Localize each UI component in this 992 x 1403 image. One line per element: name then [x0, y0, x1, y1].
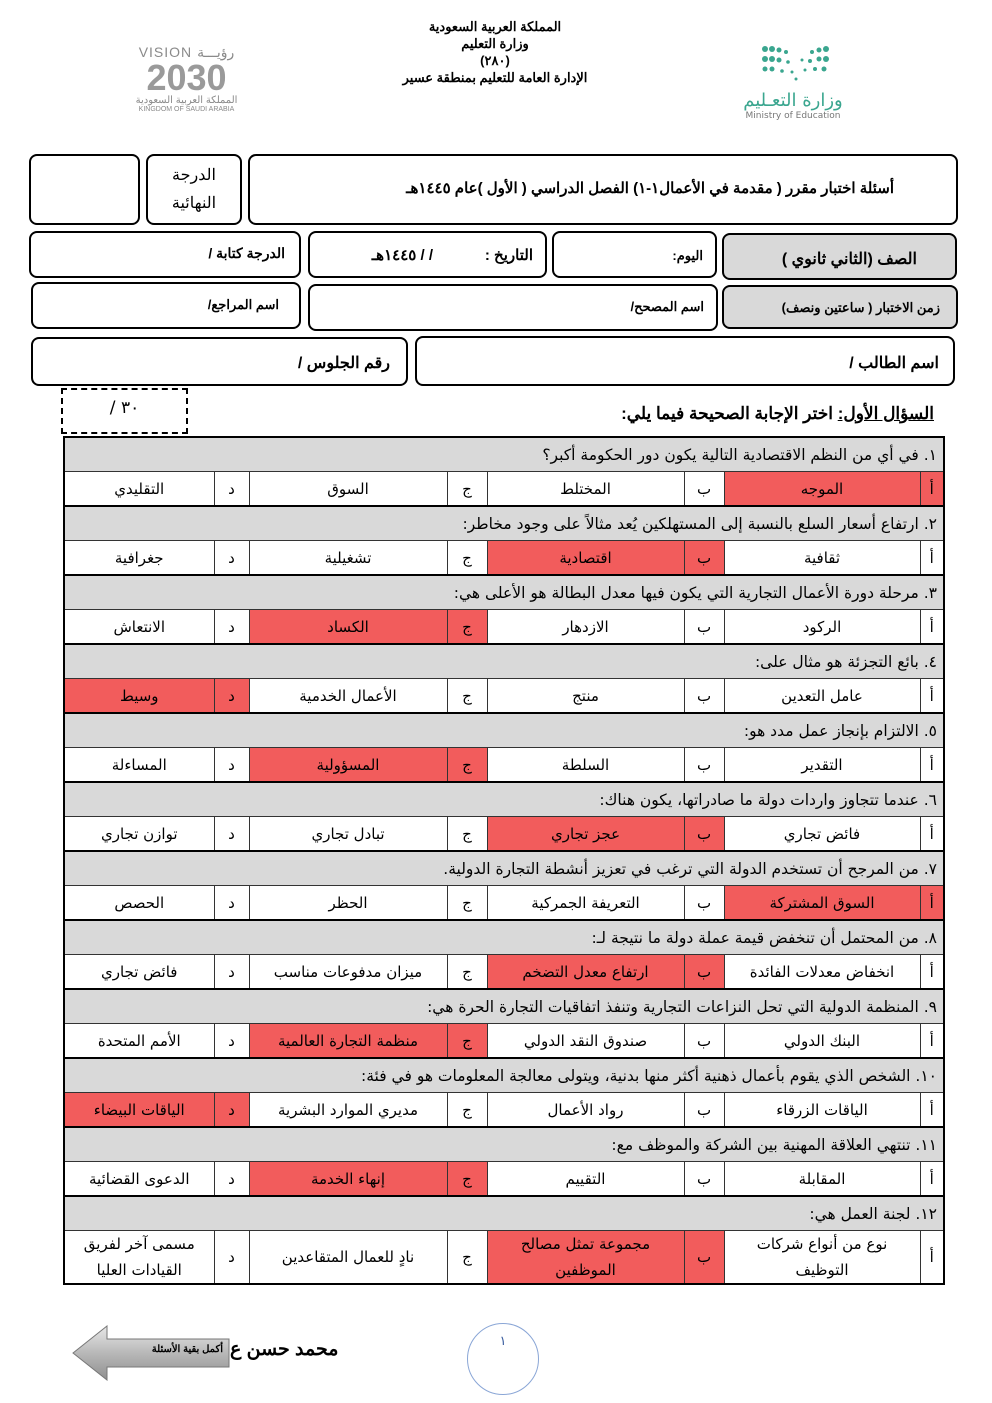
option-letter[interactable]: ب — [684, 955, 724, 990]
option-letter[interactable]: ج — [447, 955, 487, 990]
vision-2030-number: 2030 — [146, 57, 227, 98]
option-correct[interactable]: المسؤولية — [249, 748, 447, 783]
section-title: السؤال الأول: اختر الإجابة الصحيحة فيما يلي: — [621, 404, 934, 423]
option[interactable]: نوع من أنواع شركات التوظيف — [724, 1231, 920, 1285]
dots-pattern-icon — [760, 44, 830, 84]
question-text: ٩. المنظمة الدولية التي تحل النزاعات التجارية وتنفذ اتفاقيات التجارة الحرة هي: — [64, 989, 944, 1024]
option-letter[interactable]: ج — [447, 1162, 487, 1197]
option[interactable]: التعريفة الجمركية — [487, 886, 684, 921]
option[interactable]: الأمم المتحدة — [64, 1024, 214, 1059]
option[interactable]: المقابلة — [724, 1162, 920, 1197]
option-correct[interactable]: الموجه — [724, 472, 920, 507]
question-text: ٤. بائع التجزئة هو مثال على: — [64, 644, 944, 679]
exam-title: أسئلة اختبار مقرر ( مقدمة في الأعمال١-١) الفصل الدراسي ( الأول )عام ١٤٤٥هـ — [406, 180, 894, 197]
header-line-ministry: وزارة التعليم — [461, 36, 529, 51]
question-row — [64, 1127, 944, 1162]
option-letter[interactable]: ب — [684, 886, 724, 921]
option-letter[interactable]: ب — [684, 679, 724, 714]
options-row — [64, 955, 944, 990]
option[interactable]: التقليدي — [64, 472, 214, 507]
option[interactable]: انخفاض معدلات الفائدة — [724, 955, 920, 990]
question-row — [64, 1196, 944, 1231]
option-letter[interactable]: ب — [684, 610, 724, 645]
reviewer-box[interactable]: اسم المراجع/ — [31, 282, 301, 329]
next-page-arrow-button[interactable] — [71, 1325, 231, 1381]
option[interactable]: عامل التعدين — [724, 679, 920, 714]
option-letter[interactable]: ج — [447, 886, 487, 921]
option-correct[interactable]: إنهاء الخدمة — [249, 1162, 447, 1197]
question-text: ١٢. لجنة العمل هي: — [64, 1196, 944, 1231]
option-letter[interactable]: أ — [920, 886, 944, 921]
corrector-box[interactable]: اسم المصحح/ — [308, 284, 718, 331]
teacher-signature: محمد حسن ع — [230, 1339, 339, 1360]
option-letter[interactable]: د — [214, 817, 249, 852]
ministry-of-education-logo: وزارة التعـليم Ministry of Education — [738, 44, 848, 139]
questions-table — [63, 436, 945, 1285]
option-correct[interactable]: منظمة التجارة العالمية — [249, 1024, 447, 1059]
question-text: ٥. الالتزام بإنجاز عمل مدد هو: — [64, 713, 944, 748]
option-letter[interactable]: د — [214, 955, 249, 990]
option[interactable]: جغرافية — [64, 541, 214, 576]
option[interactable]: تشغيلية — [249, 541, 447, 576]
option-letter[interactable]: د — [214, 541, 249, 576]
option-letter[interactable]: ب — [684, 1024, 724, 1059]
option-correct[interactable]: اقتصادية — [487, 541, 684, 576]
option-letter[interactable]: ج — [447, 472, 487, 507]
option[interactable]: نادٍ للعمال المتقاعدين — [249, 1231, 447, 1285]
question-text: ٦. عندما تتجاوز واردات دولة ما صادراتها، يكون هناك: — [64, 782, 944, 817]
question-text: ١١. تنتهي العلاقة المهنية بين الشركة والموظف مع: — [64, 1127, 944, 1162]
option-letter[interactable]: ج — [447, 1093, 487, 1128]
header-text — [330, 18, 660, 86]
option[interactable]: التقييم — [487, 1162, 684, 1197]
option-correct[interactable]: السوق المشتركة — [724, 886, 920, 921]
options-row — [64, 1231, 944, 1285]
option-correct[interactable]: عجز تجاري — [487, 817, 684, 852]
seat-number-box[interactable]: رقم الجلوس / — [31, 337, 408, 386]
option[interactable]: رواد الأعمال — [487, 1093, 684, 1128]
option-letter[interactable]: ج — [447, 1231, 487, 1285]
option[interactable]: توازن تجاري — [64, 817, 214, 852]
option[interactable]: المساءلة — [64, 748, 214, 783]
option-letter[interactable]: د — [214, 1024, 249, 1059]
exam-title-box — [248, 154, 958, 225]
option-letter[interactable]: د — [214, 886, 249, 921]
final-grade-label-box: الدرجة النهائية — [146, 154, 242, 225]
option[interactable]: الانتعاش — [64, 610, 214, 645]
option[interactable]: الياقات الزرقاء — [724, 1093, 920, 1128]
blank-grade-box[interactable] — [29, 154, 140, 225]
option-letter[interactable]: أ — [920, 955, 944, 990]
option[interactable]: السوق — [249, 472, 447, 507]
date-box[interactable]: التاريخ : / / ١٤٤٥هـ — [308, 231, 547, 278]
student-name-box[interactable]: اسم الطالب / — [415, 336, 955, 386]
option-letter[interactable]: د — [214, 610, 249, 645]
option[interactable]: المختلط — [487, 472, 684, 507]
question-row — [64, 1058, 944, 1093]
option-letter[interactable]: د — [214, 1093, 249, 1128]
header-line-directorate: الإدارة العامة للتعليم بمنطقة عسير — [402, 70, 588, 85]
option[interactable]: البنك الدولي — [724, 1024, 920, 1059]
option-letter[interactable]: د — [214, 1231, 249, 1285]
question-row — [64, 851, 944, 886]
question-row — [64, 506, 944, 541]
question-row — [64, 644, 944, 679]
option-letter[interactable]: د — [214, 472, 249, 507]
option-letter[interactable]: أ — [920, 1231, 944, 1285]
next-page-label: أكمل بقية الأسئلة — [151, 1344, 223, 1355]
option[interactable]: التقدير — [724, 748, 920, 783]
option[interactable]: ميزان مدفوعات مناسب — [249, 955, 447, 990]
options-row — [64, 472, 944, 507]
option-letter[interactable]: ب — [684, 748, 724, 783]
option-correct[interactable]: وسيط — [64, 679, 214, 714]
question-row — [64, 437, 944, 472]
option-letter[interactable]: ج — [447, 748, 487, 783]
option[interactable]: فائض تجاري — [724, 817, 920, 852]
option[interactable]: الركود — [724, 610, 920, 645]
header-line-kingdom: المملكة العربية السعودية — [428, 19, 562, 34]
option-correct[interactable]: ارتفاع معدل التضخم — [487, 955, 684, 990]
grade-written-box[interactable]: الدرجة كتابة / — [29, 231, 301, 278]
option-letter[interactable]: ج — [447, 817, 487, 852]
option-letter[interactable]: أ — [920, 1024, 944, 1059]
question-row — [64, 920, 944, 955]
class-box: الصف (الثاني ثانوي ) — [722, 233, 957, 280]
options-row — [64, 541, 944, 576]
option-letter[interactable]: ج — [447, 541, 487, 576]
question-text: ١. في أي من النظم الاقتصادية التالية يكون دور الحكومة أكبر؟ — [64, 437, 944, 472]
option[interactable]: الأعمال الخدمية — [249, 679, 447, 714]
option-letter[interactable]: أ — [920, 1093, 944, 1128]
options-row — [64, 886, 944, 921]
options-row — [64, 610, 944, 645]
option[interactable]: الحظر — [249, 886, 447, 921]
option[interactable]: السلطة — [487, 748, 684, 783]
option-letter[interactable]: أ — [920, 472, 944, 507]
option-letter[interactable]: ب — [684, 472, 724, 507]
option-letter[interactable]: ب — [684, 1231, 724, 1285]
option-letter[interactable]: أ — [920, 610, 944, 645]
question-text: ٢. ارتفاع أسعار السلع بالنسبة إلى المستهلكين يُعد مثالاً على وجود مخاطر: — [64, 506, 944, 541]
option-letter[interactable]: د — [214, 1162, 249, 1197]
option[interactable]: تبادل تجاري — [249, 817, 447, 852]
option-letter[interactable]: ج — [447, 1024, 487, 1059]
options-row — [64, 748, 944, 783]
options-row — [64, 1162, 944, 1197]
option-letter[interactable]: ب — [684, 1162, 724, 1197]
score-box: / ٣٠ — [61, 388, 188, 434]
option[interactable]: الدعوى القضائية — [64, 1162, 214, 1197]
option[interactable]: منتج — [487, 679, 684, 714]
option-letter[interactable]: أ — [920, 541, 944, 576]
option-letter[interactable]: د — [214, 679, 249, 714]
option-letter[interactable]: ج — [447, 679, 487, 714]
option-letter[interactable]: أ — [920, 817, 944, 852]
question-row — [64, 782, 944, 817]
header-line-code: (٢٨٠) — [480, 53, 510, 68]
option-correct[interactable]: الكساد — [249, 610, 447, 645]
option-letter[interactable]: ج — [447, 610, 487, 645]
option-letter[interactable]: ب — [684, 1093, 724, 1128]
options-row — [64, 817, 944, 852]
option[interactable]: مديري الموارد البشرية — [249, 1093, 447, 1128]
question-row — [64, 575, 944, 610]
option[interactable]: فائض تجاري — [64, 955, 214, 990]
option[interactable]: ثقافية — [724, 541, 920, 576]
option-correct[interactable]: مجموعة تمثل مصالح الموظفين — [487, 1231, 684, 1285]
vision-2030-logo: VISION رؤيـــة 2030 المملكة العربية السعودية KINGDOM OF SAUDI ARABIA — [124, 44, 249, 128]
option[interactable]: الحصص — [64, 886, 214, 921]
duration-box: زمن الاختبار ( ساعتين ونصف) — [722, 285, 958, 329]
option-letter[interactable]: ب — [684, 541, 724, 576]
options-row — [64, 1024, 944, 1059]
option[interactable]: صندوق النقد الدولي — [487, 1024, 684, 1059]
page-number: ١ — [467, 1323, 539, 1395]
option-letter[interactable]: أ — [920, 748, 944, 783]
option[interactable]: الازدهار — [487, 610, 684, 645]
option-correct[interactable]: الياقات البيضاء — [64, 1093, 214, 1128]
option-letter[interactable]: أ — [920, 679, 944, 714]
option-letter[interactable]: د — [214, 748, 249, 783]
option-letter[interactable]: ب — [684, 817, 724, 852]
question-text: ٨. من المحتمل أن تنخفض قيمة عملة دولة ما نتيجة لـ: — [64, 920, 944, 955]
day-box[interactable]: اليوم: — [552, 231, 717, 278]
options-row — [64, 1093, 944, 1128]
question-text: ٣. مرحلة دورة الأعمال التجارية التي يكون فيها معدل البطالة هو الأعلى هي: — [64, 575, 944, 610]
option[interactable]: مسمى آخر لفريق القيادات العليا — [64, 1231, 214, 1285]
question-text: ١٠. الشخص الذي يقوم بأعمال ذهنية أكثر منها بدنية، ويتولى معالجة المعلومات هو في فئة: — [64, 1058, 944, 1093]
question-text: ٧. من المرجح أن تستخدم الدولة التي ترغب في تعزيز أنشطة التجارة الدولية. — [64, 851, 944, 886]
question-row — [64, 989, 944, 1024]
options-row — [64, 679, 944, 714]
option-letter[interactable]: أ — [920, 1162, 944, 1197]
question-row — [64, 713, 944, 748]
